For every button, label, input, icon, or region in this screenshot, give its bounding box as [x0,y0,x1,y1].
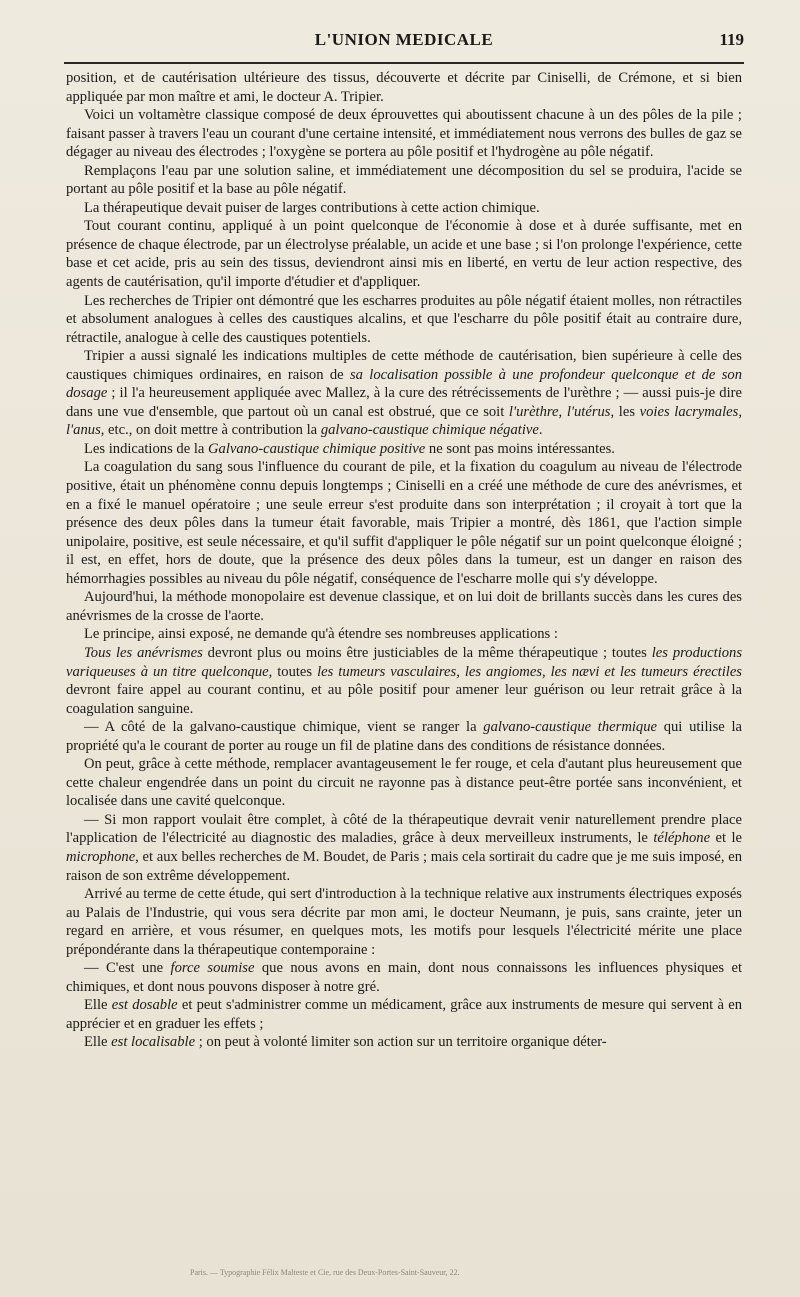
paragraph [66,755,742,811]
paragraph [66,217,742,291]
text-run: — C'est une [84,960,171,977]
italic-phrase: sa localisation possible à une profondeur quelconque et de son dosage [66,366,742,402]
paragraph [66,162,742,199]
italic-phrase: téléphone [653,830,711,847]
paragraph [66,959,742,996]
text-run: Arrivé au terme de cette étude, qui sert d'introduction à la technique relative aux instruments électriques exposés au Palais de l'Industrie, qui vous sera décrite par mon ami, le docteur Neumann, je puis, sans crainte, jeter un regard en arrière, et vous résumer, en quelques mots, les motifs pour lesquels l'électricité mérite une place prépondérante dans la thérapeutique contemporaine : [66,886,742,958]
italic-phrase: est dosable [111,997,178,1014]
text-run: , les [610,403,640,420]
paragraph [66,996,742,1033]
italic-phrase: est localisable [111,1034,196,1051]
italic-phrase: l'anus [66,422,101,439]
text-run: Les recherches de Tripier ont démontré que les escharres produites au pôle négatif étaient molles, non rétractiles et absolument analogues à celles des caustiques alcalins, et que l'escharre du pôle positif était au contraire dure, rétractile, analogue à celle des caustiques potentiels. [66,292,742,346]
header-rule [64,62,744,64]
paragraph [66,106,742,162]
text-run: , [738,403,742,420]
italic-phrase: galvano-caustique thermique [483,719,657,736]
text-run: On peut, grâce à cette méthode, remplacer avantageusement le fer rouge, et cela d'autant plus heureusement que cette chaleur engendrée dans un point du circuit ne rayonne pas à distance peut-être portée sans inconvénient, et localisée dans une cavité quelconque. [66,756,742,810]
italic-phrase: force soumise [170,960,255,977]
text-run: , et aux belles recherches de M. Boudet, de Paris ; mais cela sortirait du cadre que je me suis imposé, en raison de son extrême développement. [66,848,742,884]
text-run: , etc., on doit mettre à contribution la [100,422,321,439]
text-run: , [456,663,465,680]
paragraph [66,458,742,588]
text-run: — A côté de la galvano-caustique chimique, vient se ranger la [84,719,484,736]
text-run: que nous avons en main, dont nous connaissons les influences physiques et chimiques, et dont nous pouvons disposer à notre gré. [66,960,742,995]
text-run: , toutes [268,663,318,680]
italic-phrase: les angiomes, les nævi et les tumeurs érectiles [464,663,742,680]
running-title: L'UNION MEDICALE [314,30,494,49]
paragraph [66,69,742,106]
italic-phrase: galvano-caustique chimique négative [320,422,539,439]
text-run: et le [710,830,742,847]
text-run: Elle [84,1034,112,1051]
text-run: ; on peut à volonté limiter son action sur un territoire organique déter- [195,1034,607,1051]
italic-phrase: l'utérus [566,403,611,420]
italic-phrase: Tous les anévrismes [84,644,203,661]
paragraph [66,440,742,459]
paragraph [66,885,742,959]
text-run: qui utilise la propriété qu'a le courant de porter au rouge un fil de platine dans des conditions de résistance données. [66,719,742,754]
italic-phrase: les productions variqueuses à un titre quelconque [66,644,743,680]
text-run: Remplaçons l'eau par une solution saline, et immédiatement une décomposition du sel se produira, l'acide se portant au pôle positif et la base au pôle négatif. [66,162,742,198]
italic-phrase: microphone [66,848,136,865]
printer-imprint: Paris. — Typographie Félix Malteste et Cie, rue des Deux-Portes-Saint-Sauveur, 22. [190,1268,460,1277]
text-run: La thérapeutique devait puiser de larges contributions à cette action chimique. [84,199,540,216]
paragraph [66,292,742,348]
text-run: et peut s'administrer comme un médicament, grâce aux instruments de mesure qui servent à en apprécier et en graduer les effets ; [66,997,742,1032]
text-run: Les indications de la [84,440,209,457]
paragraph [66,718,742,755]
italic-phrase: Galvano-caustique chimique positive [208,440,426,457]
paragraph [66,199,742,218]
paragraph [66,625,742,644]
paragraph [66,644,742,718]
text-run: devront plus ou moins être justiciables de la même thérapeutique ; toutes [202,644,652,661]
italic-phrase: l'urèthre [508,403,559,420]
paragraph [66,588,742,625]
text-run: La coagulation du sang sous l'influence du courant de pile, et la fixation du coagulum au niveau de l'électrode positive, était un phénomène connu depuis longtemps ; Ciniselli en a créé une méthode de cure des anévrismes, et en a fixé le manuel opératoire ; une seule erreur s'est produite dans son interprétation ; il croyait à tort que la présence des deux pôles dans la tumeur était favorable, mais Tripier a montré, dès 1861, que l'action simple unipolaire, positive, est seule nécessaire, et qu'il suffit d'appliquer le pôle négatif sur un point quelconque éloigné ; il est, en effet, hors de doute, que la présence des deux pôles dans la tumeur, est un danger en raison des hémorrhagies possibles au niveau du pôle négatif, conséquence de l'escharre molle qui s'y développe. [66,459,742,587]
page-number: 119 [719,30,744,49]
text-run: , [558,403,567,420]
text-run: Voici un voltamètre classique composé de deux éprouvettes qui aboutissent chacune à un des pôles de la pile ; faisant passer à travers l'eau un courant d'une certaine intensité, et immédiatement nous verrons des bulles de gaz se dégager au niveau des électrodes ; l'oxygène se portera au pôle positif et l'hydrogène au pôle négatif. [66,107,742,161]
italic-phrase: voies lacrymales [639,403,739,420]
paragraph [66,1033,742,1052]
text-run: Elle [84,997,112,1014]
page-header [64,30,744,56]
article-body [66,69,742,1052]
paragraph [66,811,742,885]
text-run: — Si mon rapport voulait être complet, à côté de la thérapeutique devrait venir naturellement prendre place l'application de l'électricité au diagnostic des maladies, grâce à deux merveilleux instruments, le [66,811,742,847]
text-run: ne sont pas moins intéressantes. [425,440,615,457]
italic-phrase: les tumeurs vasculaires [317,663,457,680]
text-run: Tout courant continu, appliqué à un point quelconque de l'économie à dose et à durée suffisante, met en présence de chaque électrode, par un électrolyse préalable, un acide et une base ; si l'on prolonge l'expérience, cette base et cet acide, pris au sein des tissus, deviendront ainsi mis en liberté, en vertu de leur action respective, des agents de cautérisation, qu'il importe d'étudier et d'appliquer. [66,218,742,291]
text-run: ; il l'a heureusement appliquée avec Mallez, à la cure des rétrécissements de l'urèthre ; — aussi puis-je dire dans une vue d'ensemble, que partout où un canal est obstrué, que ce soit [66,385,742,420]
paragraph [66,347,742,440]
text-run: Aujourd'hui, la méthode monopolaire est devenue classique, et on lui doit de brillants succès dans les cures des anévrismes de la crosse de l'aorte. [66,589,742,624]
text-run: Tripier a aussi signalé les indications multiples de cette méthode de cautérisation, bien supérieure à celle des caustiques chimiques ordinaires, en raison de [66,348,742,383]
text-run: devront faire appel au courant continu, et au pôle positif pour amener leur guérison ou leur retrait grâce à la coagulation sanguine. [66,682,742,717]
text-run: Le principe, ainsi exposé, ne demande qu'à étendre ses nombreuses applications : [84,626,558,643]
text-run: . [538,422,543,439]
text-run: position, et de cautérisation ultérieure des tissus, découverte et décrite par Ciniselli, de Crémone, et si bien appliquée par mon maître et ami, le docteur A. Tripier. [66,70,742,105]
